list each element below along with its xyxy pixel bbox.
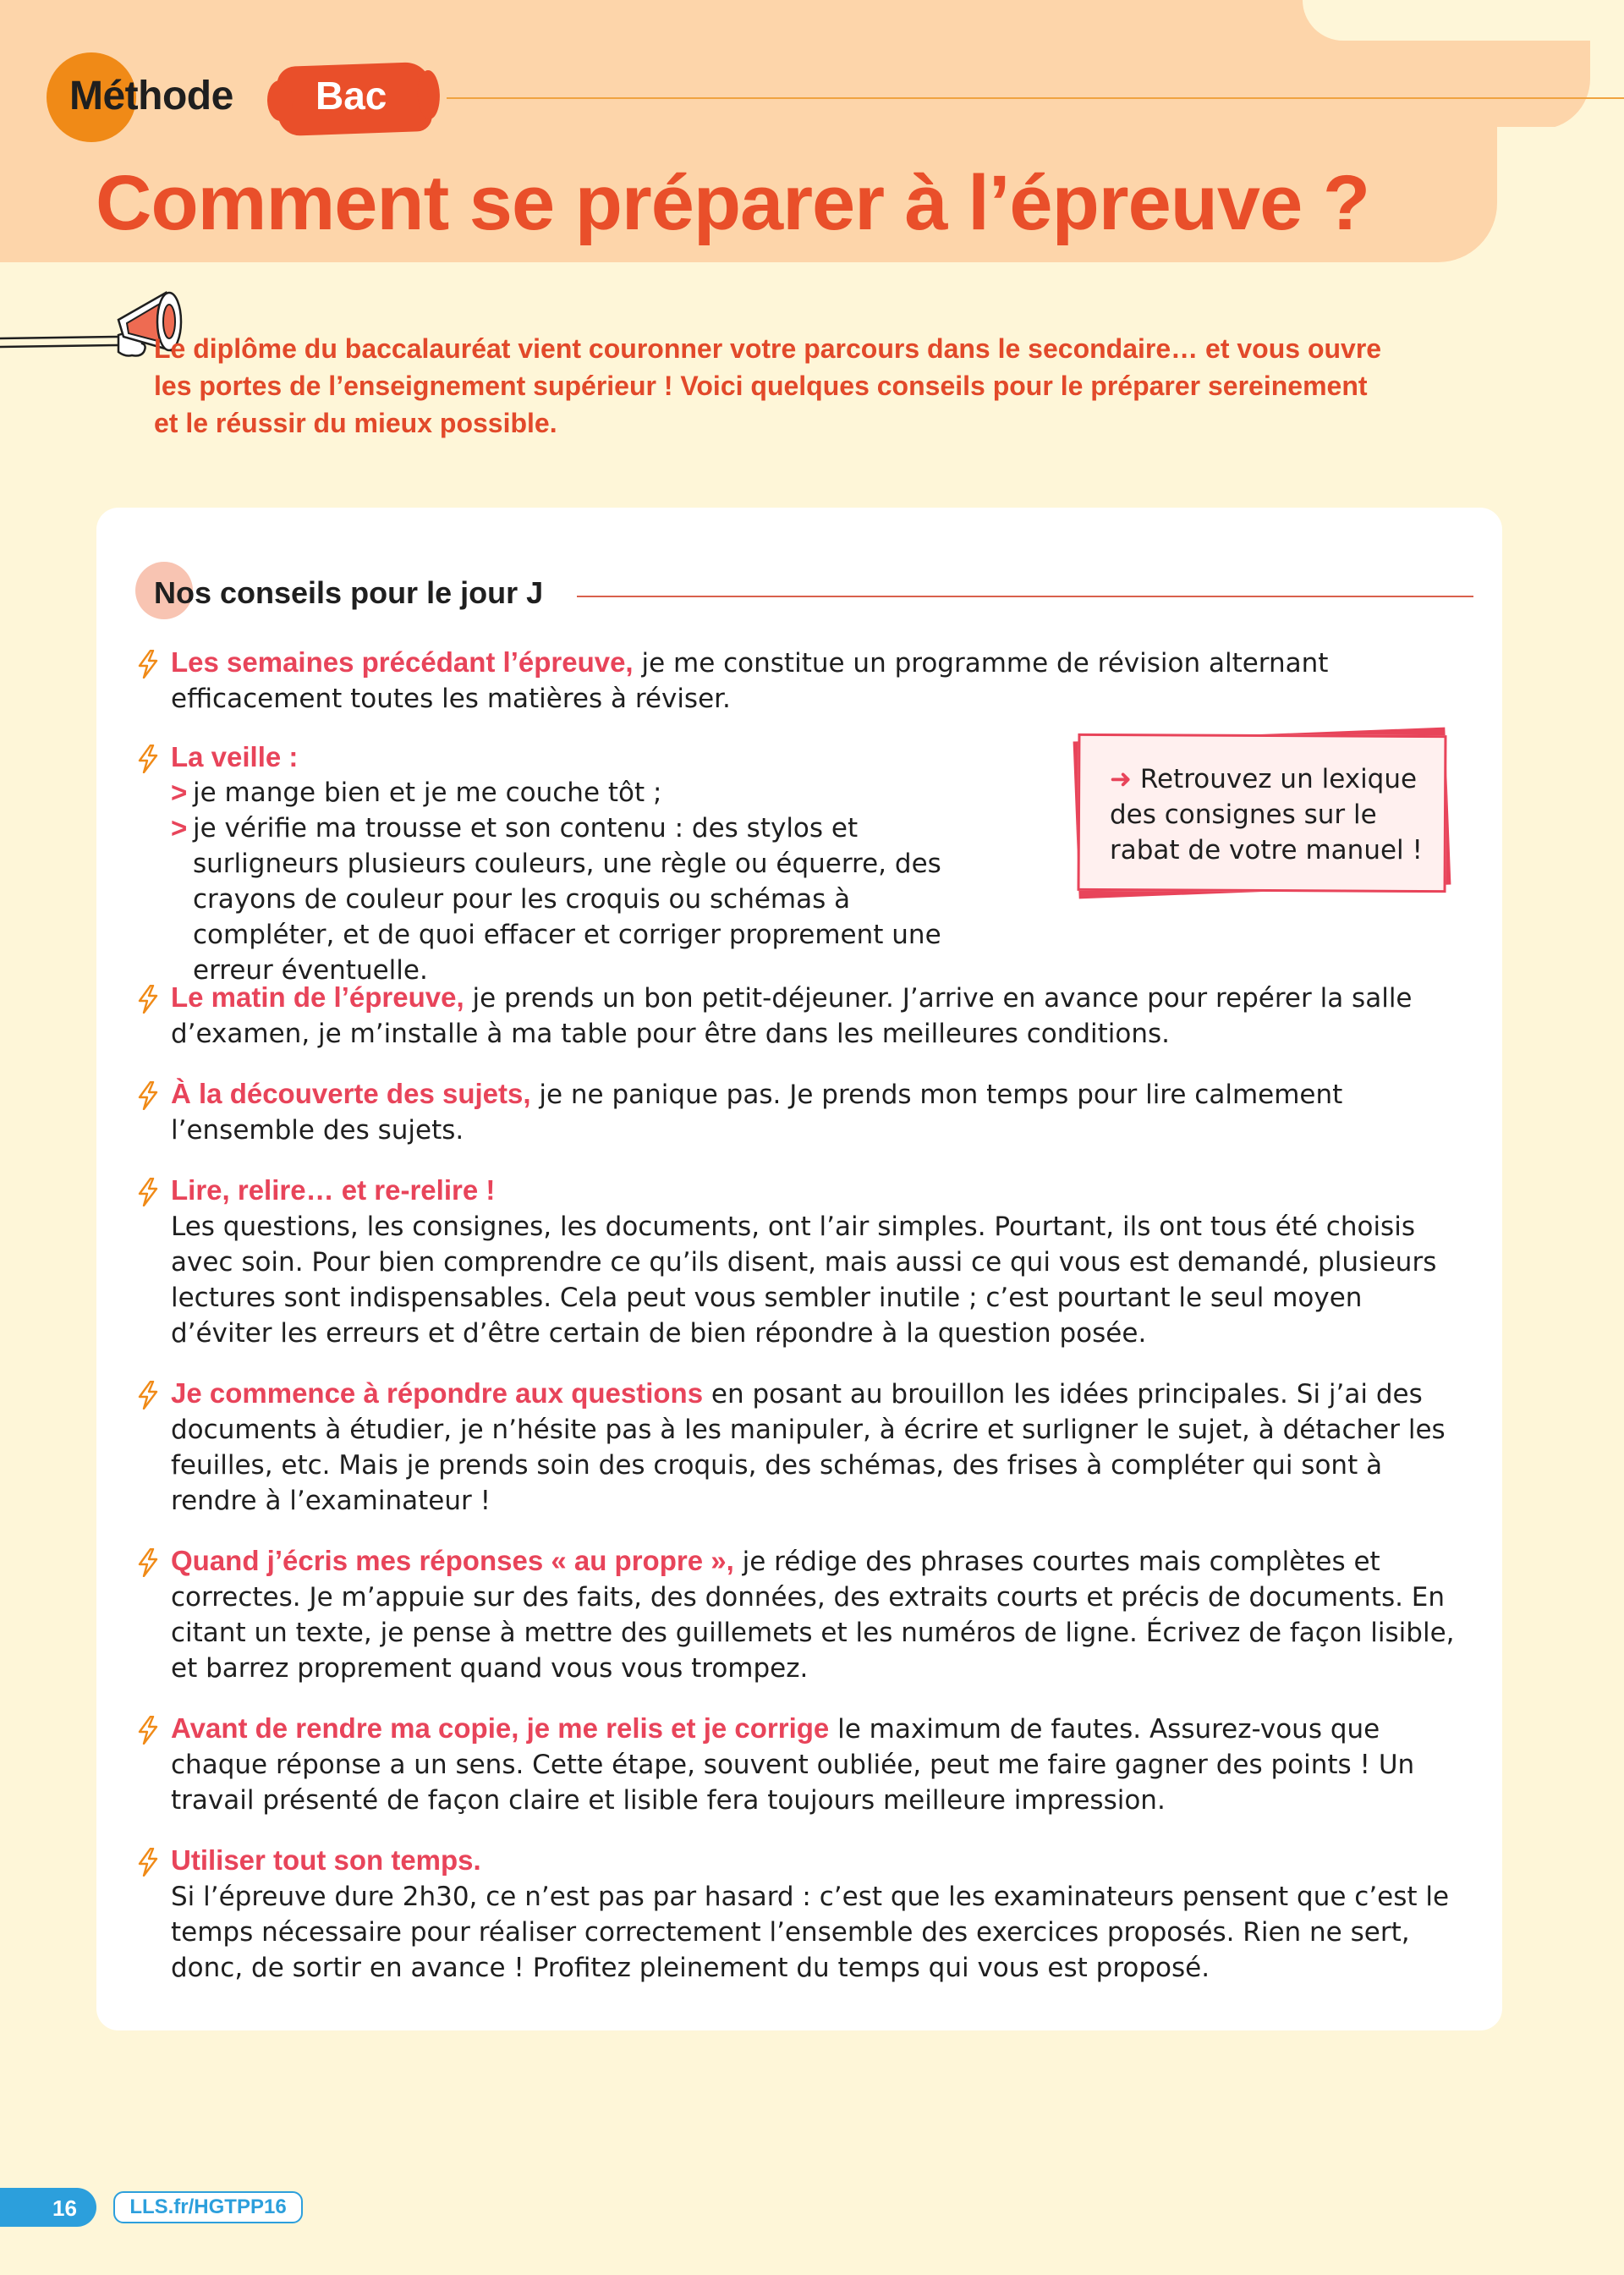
page-title: Comment se préparer à l’épreuve ? (96, 160, 1370, 246)
tip-highlight: À la découverte des sujets, (171, 1078, 531, 1109)
veille-item (171, 775, 1017, 811)
tip-highlight: Avant de rendre ma copie, je me relis et je corrige (171, 1712, 830, 1744)
chevron-right-icon: > (171, 777, 188, 808)
page-number: 16 (52, 2195, 77, 2221)
tip-repondre (137, 1376, 1473, 1519)
tip-matin (137, 980, 1473, 1052)
tip-body: Si l’épreuve dure 2h30, ce n’est pas par hasard : c’est que les examinateurs pensent que c’est le temps nécessaire pour réaliser correctement l’ensemble des exercices proposés. Rien ne sert, donc, de sortir en avance ! Profitez pleinement du temps qui vous est proposé. (171, 1882, 1450, 1983)
tip-temps (137, 1843, 1473, 1986)
veille-item (171, 811, 1000, 988)
intro-line-3: et le réussir du mieux possible. (154, 408, 557, 438)
tip-body: je ne panique pas. Je prends mon temps pour lire calmement l’ensemble des sujets. (171, 1080, 1343, 1146)
tip-au-propre (137, 1543, 1473, 1686)
tip-body: le maximum de fautes. Assurez-vous que chaque réponse a un sens. Cette étape, souvent oubliée, peut me faire gagner des points ! Un travail présenté de façon claire et lisible fera toujours meilleure impression. (171, 1714, 1415, 1816)
lightning-icon (137, 650, 159, 679)
lightning-icon (137, 1548, 159, 1577)
tip-highlight: La veille : (171, 741, 299, 772)
tip-semaines (137, 645, 1473, 717)
tip-highlight: Lire, relire… et re-relire ! (171, 1174, 496, 1206)
tip-highlight: Quand j’écris mes réponses « au propre », (171, 1545, 734, 1576)
tip-decouverte (137, 1076, 1473, 1148)
tip-body: je me constitue un programme de révision alternant efficacement toutes les matières à réviser. (171, 648, 1329, 714)
intro-line-1: Le diplôme du baccalauréat vient couronner votre parcours dans le secondaire… et vous ouvre (154, 333, 1382, 364)
veille-item-text: je mange bien et je me couche tôt ; (193, 778, 662, 808)
tip-highlight: Le matin de l’épreuve, (171, 981, 464, 1013)
tip-body: en posant au brouillon les idées principales. Si j’ai des documents à étudier, je n’hésite pas à les manipuler, à écrire et surligner le sujet, à détacher les feuilles, etc. Mais je prends soin des croquis, des schémas, des frises à compléter qui sont à rendre à l’examinateur ! (171, 1379, 1446, 1516)
tip-highlight: Les semaines précédant l’épreuve, (171, 646, 634, 678)
methode-label: Méthode (69, 74, 233, 118)
lightning-icon (137, 1178, 159, 1206)
lightning-icon (137, 1848, 159, 1877)
tip-body: je prends un bon petit-déjeuner. J’arrive en avance pour repérer la salle d’examen, je m’installe à ma table pour être dans les meilleures conditions. (171, 983, 1413, 1049)
lightning-icon (137, 985, 159, 1014)
tip-body: je rédige des phrases courtes mais complètes et correctes. Je m’appuie sur des faits, des données, des extraits courts et précis de documents. En citant un texte, je pense à mettre des guillemets et les numéros de ligne. Écrivez de façon lisible, et barrez proprement quand vous vous trompez. (171, 1547, 1455, 1684)
lightning-icon (137, 1381, 159, 1410)
intro-line-2: les portes de l’enseignement supérieur ! Voici quelques conseils pour le préparer sereinement (154, 371, 1368, 401)
tip-relire (137, 1173, 1457, 1351)
tip-relis (137, 1711, 1473, 1818)
bac-label: Bac (315, 74, 387, 118)
tip-highlight: Je commence à répondre aux questions (171, 1377, 704, 1409)
veille-item-text: je vérifie ma trousse et son contenu : des stylos et surligneurs plusieurs couleurs, une règle ou équerre, des crayons de couleur pour les croquis ou schémas à compléter, et de quoi effacer et corriger proprement une erreur éventuelle. (193, 813, 941, 986)
page-number-tab (0, 2188, 96, 2227)
lightning-icon (137, 1716, 159, 1745)
callout-text (1110, 761, 1431, 868)
lightning-icon (137, 1081, 159, 1110)
section-title: Nos conseils pour le jour J (154, 575, 544, 610)
tip-veille (137, 739, 983, 776)
chevron-right-icon: > (171, 812, 188, 844)
arrow-right-icon: ➜ (1110, 764, 1132, 794)
callout-body: Retrouvez un lexique des consignes sur le rabat de votre manuel ! (1110, 764, 1423, 865)
tip-highlight: Utiliser tout son temps. (171, 1844, 481, 1876)
lightning-icon (137, 745, 159, 773)
lls-link[interactable]: LLS.fr/HGTPP16 (113, 2191, 303, 2223)
tip-body: Les questions, les consignes, les documents, ont l’air simples. Pourtant, ils ont tous été choisis avec soin. Pour bien comprendre ce qu’ils disent, mais aussi ce qui vous est demandé, plusieurs lectures sont indispensables. Cela peut vous sembler inutile ; c’est pourtant le seul moyen d’éviter les erreurs et d’être certain de bien répondre à la question posée. (171, 1212, 1437, 1349)
intro-text (154, 330, 1440, 442)
section-rule (577, 596, 1473, 597)
header-rule (447, 97, 1624, 99)
